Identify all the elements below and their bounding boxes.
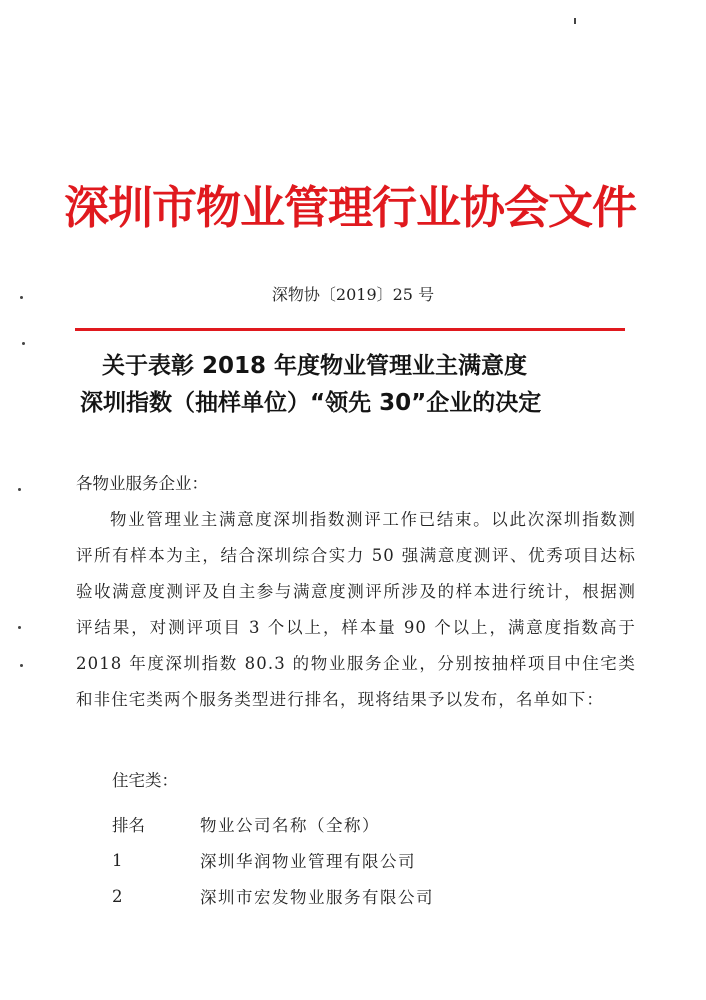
salutation: 各物业服务企业： xyxy=(76,474,208,493)
document-subject xyxy=(80,348,640,422)
subject-line-1: 关于表彰 2018 年度物业管理业主满意度 xyxy=(102,353,528,379)
residential-category-label: 住宅类： xyxy=(112,771,178,790)
document-number: 深物协〔2019〕25 号 xyxy=(271,285,435,304)
scan-speck xyxy=(574,18,576,24)
table-row xyxy=(112,878,612,914)
subject-line-2: 深圳指数（抽样单位）“领先 30”企业的决定 xyxy=(80,390,542,416)
scan-speck xyxy=(20,296,23,299)
company-name: 深圳华润物业管理有限公司 xyxy=(200,852,416,871)
table-header-row xyxy=(112,806,612,842)
scan-speck xyxy=(22,342,25,345)
company-name: 深圳市宏发物业服务有限公司 xyxy=(200,888,434,907)
header-red-rule xyxy=(75,328,625,331)
document-header-title: 深圳市物业管理行业协会文件 xyxy=(63,181,636,234)
scan-speck xyxy=(20,664,23,667)
body-paragraph: 物业管理业主满意度深圳指数测评工作已结束。以此次深圳指数测评所有样本为主，结合深圳综合实力 50 强满意度测评、优秀项目达标验收满意度测评及自主参与满意度测评所涉及的样本进行统计，根据测评结果，对测评项目 3 个以上，样本量 90 个以上，满意度指数高于 2018 年度深圳指数 80.3 的物业服务企业，分别按抽样项目中住宅类和非住宅类两个服务类型进行排名，现将结果予以发布，名单如下： xyxy=(76,510,636,709)
rank-value: 2 xyxy=(112,886,123,906)
company-name-header: 物业公司名称（全称） xyxy=(200,816,380,835)
rank-value: 1 xyxy=(112,850,123,870)
scan-speck xyxy=(18,488,21,491)
residential-ranking-table xyxy=(112,806,612,914)
scan-speck xyxy=(18,626,21,629)
rank-header: 排名 xyxy=(112,816,145,835)
table-row xyxy=(112,842,612,878)
